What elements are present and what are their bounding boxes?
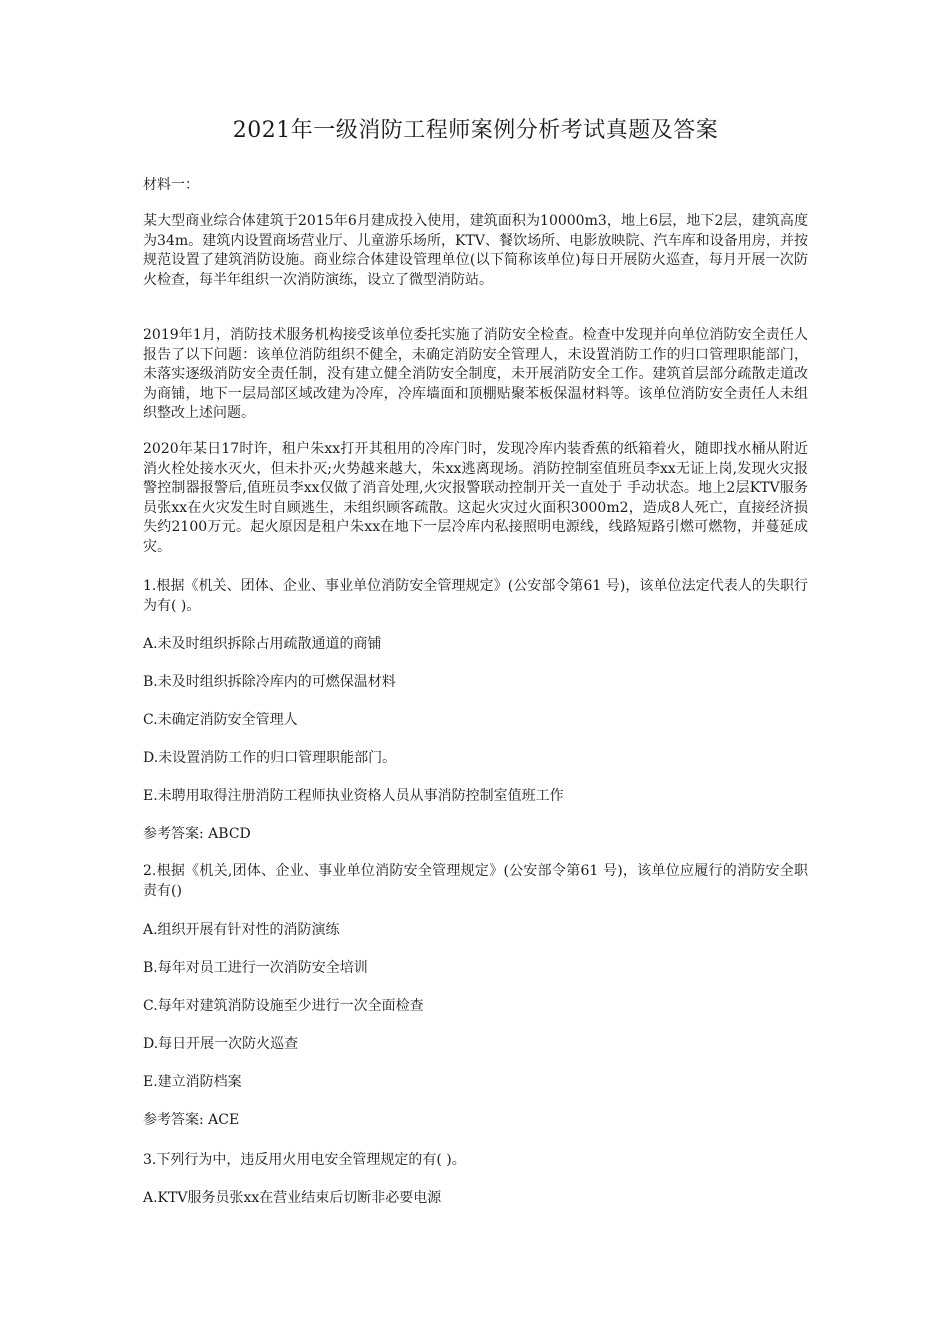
question-2-option-e: E.建立消防档案 (143, 1074, 242, 1090)
question-2-stem: 2.根据《机关,团体、企业、事业单位消防安全管理规定》(公安部令第61 号)，该单位应履行的消防安全职责有() (143, 863, 808, 899)
question-1-option-d: D.未设置消防工作的归口管理职能部门。 (143, 750, 397, 766)
question-2-option-d: D.每日开展一次防火巡查 (143, 1036, 299, 1052)
document-title: 2021年一级消防工程师案例分析考试真题及答案 (232, 118, 719, 143)
question-3-option-a: A.KTV服务员张xx在营业结束后切断非必要电源 (143, 1190, 442, 1206)
question-2-answer: 参考答案: ACE (143, 1112, 240, 1128)
question-3-stem: 3.下列行为中，违反用火用电安全管理规定的有( )。 (143, 1152, 466, 1168)
question-2-option-c: C.每年对建筑消防设施至少进行一次全面检查 (143, 998, 424, 1014)
paragraph-2: 2019年1月，消防技术服务机构接受该单位委托实施了消防安全检查。检查中发现并向单位消防安全责任人报告了以下问题：该单位消防组织不健全，未确定消防安全管理人，未设置消防工作的归口管理职能部门，未落实逐级消防安全责任制，没有建立健全消防安全制度，未开展消防安全工作。建筑首层部分疏散走道改为商铺，地下一层局部区域改建为冷库，冷库墙面和顶棚贴聚苯板保温材料等。该单位消防安全责任人未组织整改上述问题。 (143, 327, 808, 421)
material-label: 材料一： (143, 177, 199, 193)
question-1-option-e: E.未聘用取得注册消防工程师执业资格人员从事消防控制室值班工作 (143, 788, 564, 804)
question-1-option-c: C.未确定消防安全管理人 (143, 712, 298, 728)
question-1-answer: 参考答案: ABCD (143, 826, 251, 842)
question-2-option-b: B.每年对员工进行一次消防安全培训 (143, 960, 368, 976)
question-1-option-a: A.未及时组织拆除占用疏散通道的商铺 (143, 636, 382, 652)
question-1-stem: 1.根据《机关、团体、企业、事业单位消防安全管理规定》(公安部令第61 号)，该单位法定代表人的失职行为有( )。 (143, 578, 808, 614)
question-2-option-a: A.组织开展有针对性的消防演练 (143, 922, 340, 938)
paragraph-1: 某大型商业综合体建筑于2015年6月建成投入使用，建筑面积为10000m3，地上6层，地下2层，建筑高度为34m。建筑内设置商场营业厅、儿童游乐场所，KTV、餐饮场所、电影放映院、汽车库和设备用房，并按规范设置了建筑消防设施。商业综合体建设管理单位(以下简称该单位)每日开展防火巡查，每月开展一次防火检查，每半年组织一次消防演练，设立了微型消防站。 (143, 213, 808, 288)
paragraph-3: 2020年某日17时许，租户朱xx打开其租用的冷库门时，发现冷库内装香蕉的纸箱着火，随即找水桶从附近消火栓处接水灭火，但未扑灭;火势越来越大，朱xx逃离现场。消防控制室值班员李xx无证上岗,发现火灾报警控制器报警后,值班员李xx仅做了消音处理,火灾报警联动控制开关一直处于 手动状态。地上2层KTV服务员张xx在火灾发生时自顾逃生，未组织顾客疏散。这起火灾过火面积3000m2，造成8人死亡，直接经济损失约2100万元。起火原因是租户朱xx在地下一层冷库内私接照明电源线，线路短路引燃可燃物，并蔓延成灾。 (143, 441, 808, 555)
question-1-option-b: B.未及时组织拆除冷库内的可燃保温材料 (143, 674, 396, 690)
